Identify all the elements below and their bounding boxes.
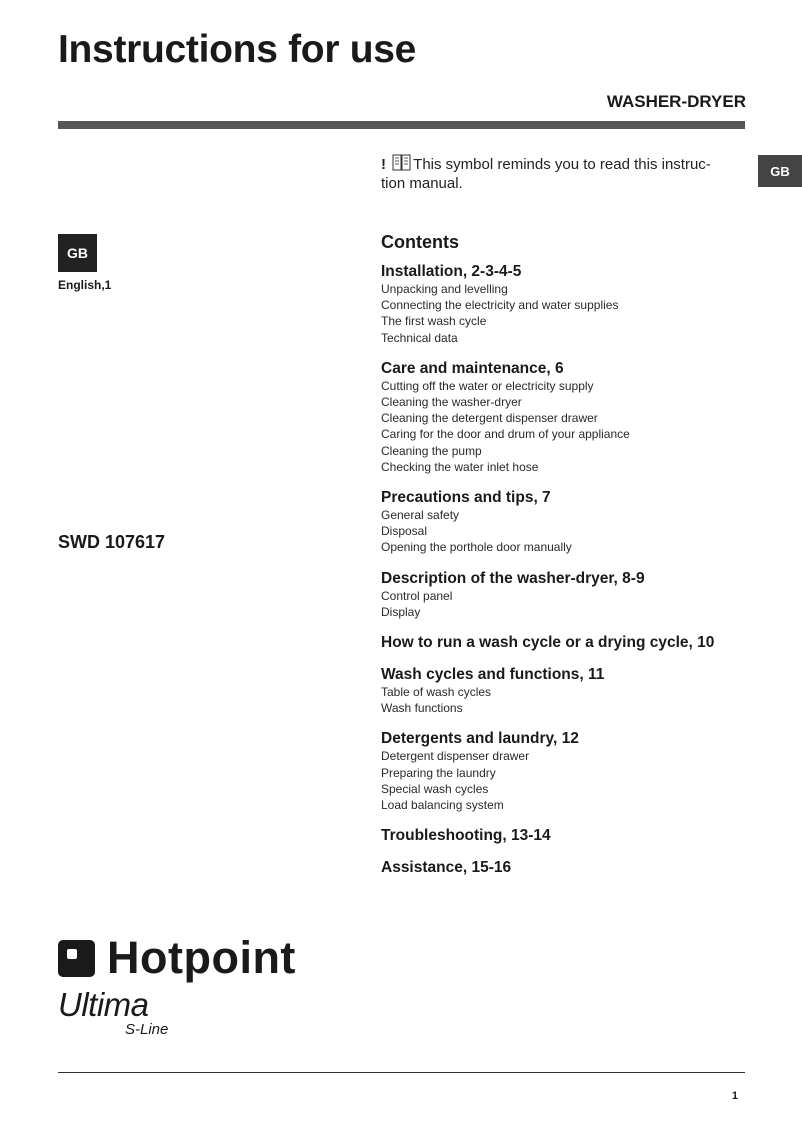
section-title: Troubleshooting, 13-14: [381, 827, 551, 845]
language-label: English,1: [58, 278, 112, 292]
section-title: How to run a wash cycle or a drying cycle, 10: [381, 634, 715, 652]
language-side-tab: GB: [758, 155, 802, 187]
page-title: Instructions for use: [58, 28, 417, 71]
sub-brand-line: S-Line: [125, 1021, 169, 1038]
contents-section: [381, 730, 771, 813]
contents: [381, 232, 771, 891]
brand-block: [58, 934, 296, 1038]
book-icon: [392, 154, 412, 175]
section-item: Caring for the door and drum of your appliance: [381, 427, 630, 442]
contents-section: [381, 489, 771, 556]
section-item: Preparing the laundry: [381, 765, 496, 780]
section-item: The first wash cycle: [381, 314, 487, 329]
contents-heading: Contents: [381, 232, 459, 252]
brand-row: [58, 934, 296, 982]
section-item: Load balancing system: [381, 798, 504, 813]
section-item: Display: [381, 604, 421, 619]
brand-name: Hotpoint: [107, 932, 296, 983]
notice-exclamation: !: [381, 156, 386, 173]
section-item: Table of wash cycles: [381, 685, 492, 700]
section-title: Description of the washer-dryer, 8-9: [381, 569, 645, 587]
section-item: Cutting off the water or electricity supply: [381, 378, 594, 393]
section-item: Checking the water inlet hose: [381, 459, 539, 474]
contents-section: [381, 570, 771, 620]
language-badge: GB: [58, 234, 97, 272]
section-item: Unpacking and levelling: [381, 282, 508, 296]
section-item: Connecting the electricity and water supplies: [381, 298, 619, 313]
contents-section: [381, 827, 771, 845]
contents-section: [381, 360, 771, 475]
manual-notice: [381, 154, 726, 192]
page-number: 1: [731, 1090, 738, 1102]
contents-section: [381, 666, 771, 716]
product-type: WASHER-DRYER: [606, 92, 746, 111]
contents-section: [381, 634, 771, 652]
sub-brand: Ultima: [58, 986, 149, 1023]
contents-section: [381, 859, 771, 877]
section-item: Special wash cycles: [381, 781, 489, 796]
section-item: Detergent dispenser drawer: [381, 749, 530, 764]
section-item: Control panel: [381, 588, 453, 603]
section-title: Assistance, 15-16: [381, 859, 512, 877]
section-item: Wash functions: [381, 701, 463, 716]
header-rule: [58, 121, 745, 129]
section-item: Cleaning the washer-dryer: [381, 395, 522, 410]
section-item: Cleaning the detergent dispenser drawer: [381, 411, 598, 426]
section-title: Installation, 2-3-4-5: [381, 263, 522, 280]
section-item: Disposal: [381, 524, 428, 539]
footer-rule: [58, 1072, 745, 1073]
section-item: Cleaning the pump: [381, 443, 482, 458]
section-item: General safety: [381, 508, 460, 523]
section-title: Detergents and laundry, 12: [381, 730, 579, 748]
contents-section: [381, 263, 771, 346]
section-title: Precautions and tips, 7: [381, 489, 551, 507]
contents-sections: [381, 263, 771, 877]
section-item: Technical data: [381, 330, 458, 345]
model-number: SWD 107617: [58, 532, 166, 552]
section-title: Wash cycles and functions, 11: [381, 666, 605, 684]
section-title: Care and maintenance, 6: [381, 359, 564, 377]
hotpoint-logo-icon: [58, 940, 95, 977]
notice-text: his symbol reminds you to read this instruc-tion manual.: [381, 156, 711, 192]
section-item: Opening the porthole door manually: [381, 540, 572, 555]
notice-letter: T: [413, 156, 423, 173]
